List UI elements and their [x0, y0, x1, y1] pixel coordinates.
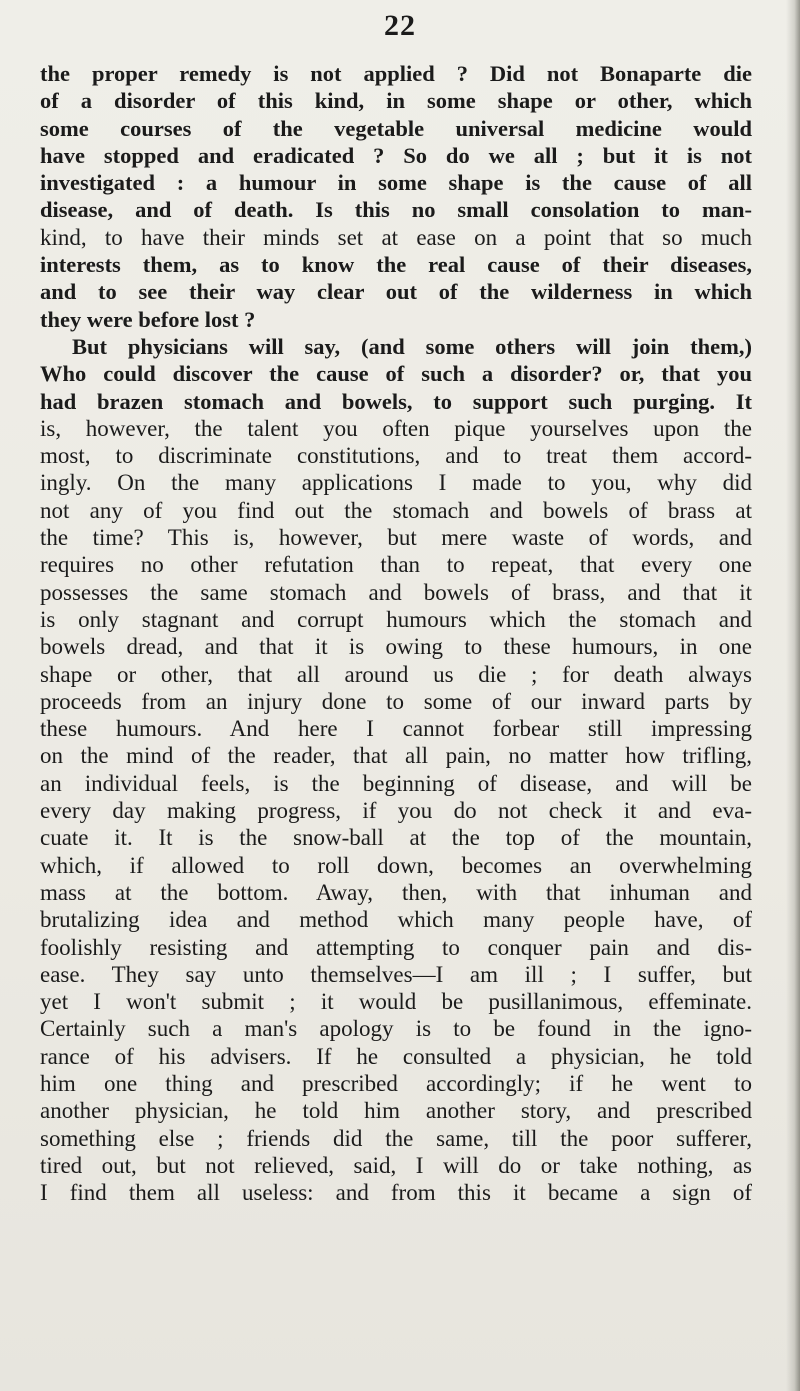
text-line: some courses of the vegetable universal medicine would	[40, 115, 752, 141]
text-line: tired out, but not relieved, said, I will do or take nothing, as	[40, 1152, 752, 1178]
text-line: is only stagnant and corrupt humours which the stomach and	[40, 606, 752, 632]
text-line: requires no other refutation than to repeat, that every one	[40, 552, 752, 578]
text-line: which, if allowed to roll down, becomes an overwhelming	[40, 852, 752, 878]
text-line: interests them, as to know the real cause of their diseases,	[40, 252, 752, 278]
page-number: 22	[384, 9, 416, 42]
text-line: foolishly resisting and attempting to conquer pain and dis-	[40, 934, 752, 960]
text-line: is, however, the talent you often pique yourselves upon the	[40, 415, 752, 441]
text-line: ingly. On the many applications I made to you, why did	[40, 470, 752, 496]
text-line: him one thing and prescribed accordingly; if he went to	[40, 1070, 752, 1096]
text-line: rance of his advisers. If he consulted a physician, he told	[40, 1043, 752, 1069]
text-line: yet I won't submit ; it would be pusillanimous, effeminate.	[40, 989, 752, 1015]
text-line: another physician, he told him another story, and prescribed	[40, 1098, 752, 1124]
text-line: an individual feels, is the beginning of disease, and will be	[40, 770, 752, 796]
text-line: Certainly such a man's apology is to be found in the igno-	[40, 1016, 752, 1042]
text-line: most, to discriminate constitutions, and to treat them accord-	[40, 443, 752, 469]
text-line: brutalizing idea and method which many people have, of	[40, 907, 752, 933]
text-line: something else ; friends did the same, till the poor sufferer,	[40, 1125, 752, 1151]
text-line: possesses the same stomach and bowels of brass, and that it	[40, 579, 752, 605]
body-text	[40, 60, 752, 1206]
text-line: every day making progress, if you do not check it and eva-	[40, 798, 752, 824]
text-line: I find them all useless: and from this it became a sign of	[40, 1180, 752, 1206]
text-line: they were before lost ?	[40, 306, 256, 332]
text-line: on the mind of the reader, that all pain, no matter how trifling,	[40, 743, 752, 769]
text-line: ease. They say unto themselves—I am ill ; I suffer, but	[40, 961, 752, 987]
text-line: shape or other, that all around us die ; for death always	[40, 661, 752, 687]
text-line: of a disorder of this kind, in some shape or other, which	[40, 88, 752, 114]
text-line: and to see their way clear out of the wilderness in which	[40, 279, 752, 305]
text-line: these humours. And here I cannot forbear still impressing	[40, 716, 752, 742]
page-edge-shadow	[786, 0, 800, 1391]
text-line: Who could discover the cause of such a disorder? or, that you	[40, 361, 752, 387]
text-line: mass at the bottom. Away, then, with that inhuman and	[40, 879, 752, 905]
text-line: bowels dread, and that it is owing to these humours, in one	[40, 634, 752, 660]
text-line: cuate it. It is the snow-ball at the top of the mountain,	[40, 825, 752, 851]
text-line: had brazen stomach and bowels, to support such purging. It	[40, 388, 752, 414]
text-line: proceeds from an injury done to some of our inward parts by	[40, 688, 752, 714]
text-line: disease, and of death. Is this no small consolation to man-	[40, 197, 752, 223]
text-line: not any of you find out the stomach and bowels of brass at	[40, 497, 752, 523]
text-line: have stopped and eradicated ? So do we all ; but it is not	[40, 142, 752, 168]
text-line: But physicians will say, (and some others will join them,)	[72, 333, 752, 359]
text-line: the time? This is, however, but mere waste of words, and	[40, 525, 752, 551]
text-line: kind, to have their minds set at ease on a point that so much	[40, 224, 752, 250]
text-line: the proper remedy is not applied ? Did not Bonaparte die	[40, 61, 752, 86]
text-line: investigated : a humour in some shape is the cause of all	[40, 170, 752, 196]
